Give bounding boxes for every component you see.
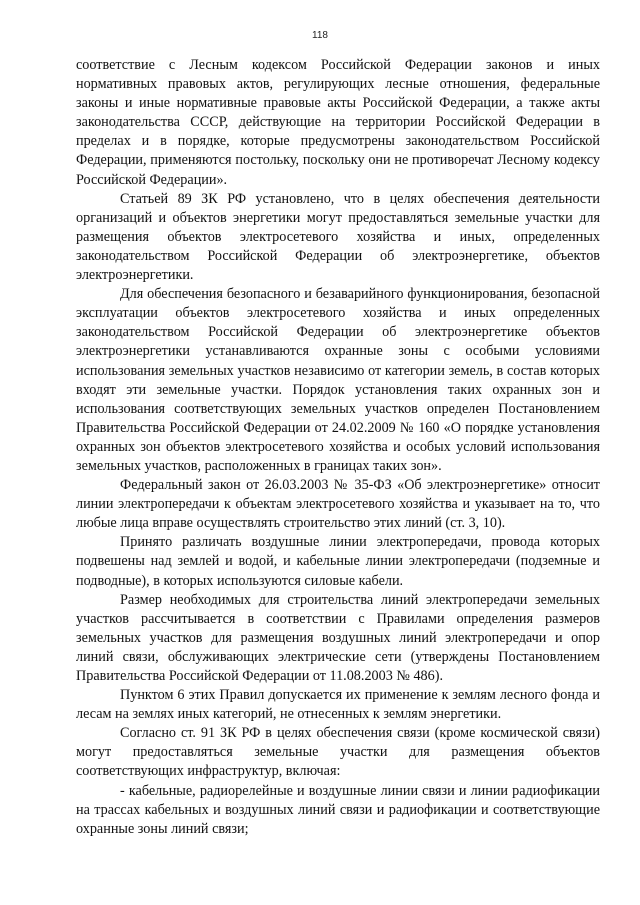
paragraph-forest-code-continuation: соответствие с Лесным кодексом Российской Федерации законов и иных нормативных правовых актов, регулирующих лесные отношения, федеральные законы и иные нормативные правовые акты Российской Федерации, а также акты законодательства СССР, действующие на территории Российской Федерации в пределах и в порядке, которые предусмотрены законодательством Российской Федерации, применяются постольку, поскольку они не противоречат Лесному кодексу Российской Федерации». xyxy=(76,57,600,188)
paragraph-protection-zones: Для обеспечения безопасного и безаварийного функционирования, безопасной эксплуатации объектов электросетевого хозяйства и иных определенных законодательством Российской Федерации об электроэнергетике объектов электроэнергетики устанавливаются охранные зоны с особыми условиями использования земельных участков независимо от категории земель, в состав которых входят эти земельные участки. Порядок установления таких охранных зон и использования соответствующих земельных участков определен Постановлением Правительства Российской Федерации от 24.02.2009 № 160 «О порядке установления охранных зон объектов электросетевого хозяйства и особых условий использования земельных участков, расположенных в границах таких зон». xyxy=(76,286,600,474)
paragraph-line-types: Принято различать воздушные линии электропередачи, провода которых подвешены над землей и водой, и кабельные линии электропередачи (подземные и подводные), в которых используются силовые кабели. xyxy=(76,534,600,589)
paragraph-article-89: Статьей 89 ЗК РФ установлено, что в целях обеспечения деятельности организаций и объектов энергетики могут предоставляться земельные участки для размещения объектов электросетевого хозяйства и иных, определенных законодательством Российской Федерации об электроэнергетике, объектов электроэнергетики. xyxy=(76,190,600,284)
paragraph-land-size-rules: Размер необходимых для строительства линий электропередачи земельных участков рассчитывается в соответствии с Правилами определения размеров земельных участков для размещения воздушных линий электропередачи и опор линий связи, обслуживающих электрические сети (утверждены Постановлением Правительства Российской Федерации от 11.08.2003 № 486). xyxy=(76,591,600,684)
document-body xyxy=(76,56,600,839)
page-number: 118 xyxy=(312,30,328,41)
list-item-communication-lines: - кабельные, радиорелейные и воздушные линии связи и линии радиофикации на трассах кабельных и воздушных линий связи и радиофикации и соответствующие охранные зоны линий связи; xyxy=(76,782,600,837)
paragraph-federal-law-35: Федеральный закон от 26.03.2003 № 35-ФЗ «Об электроэнергетике» относит линии электропередачи к объектам электросетевого хозяйства и указывает на то, что любые лица вправе осуществлять строительство этих линий (ст. 3, 10). xyxy=(76,477,600,532)
paragraph-rule-6: Пунктом 6 этих Правил допускается их применение к землям лесного фонда и лесам на землях иных категорий, не отнесенных к землям энергетики. xyxy=(76,687,600,723)
paragraph-article-91: Согласно ст. 91 ЗК РФ в целях обеспечения связи (кроме космической связи) могут предоставляться земельные участки для размещения объектов соответствующих инфраструктур, включая: xyxy=(76,725,600,780)
